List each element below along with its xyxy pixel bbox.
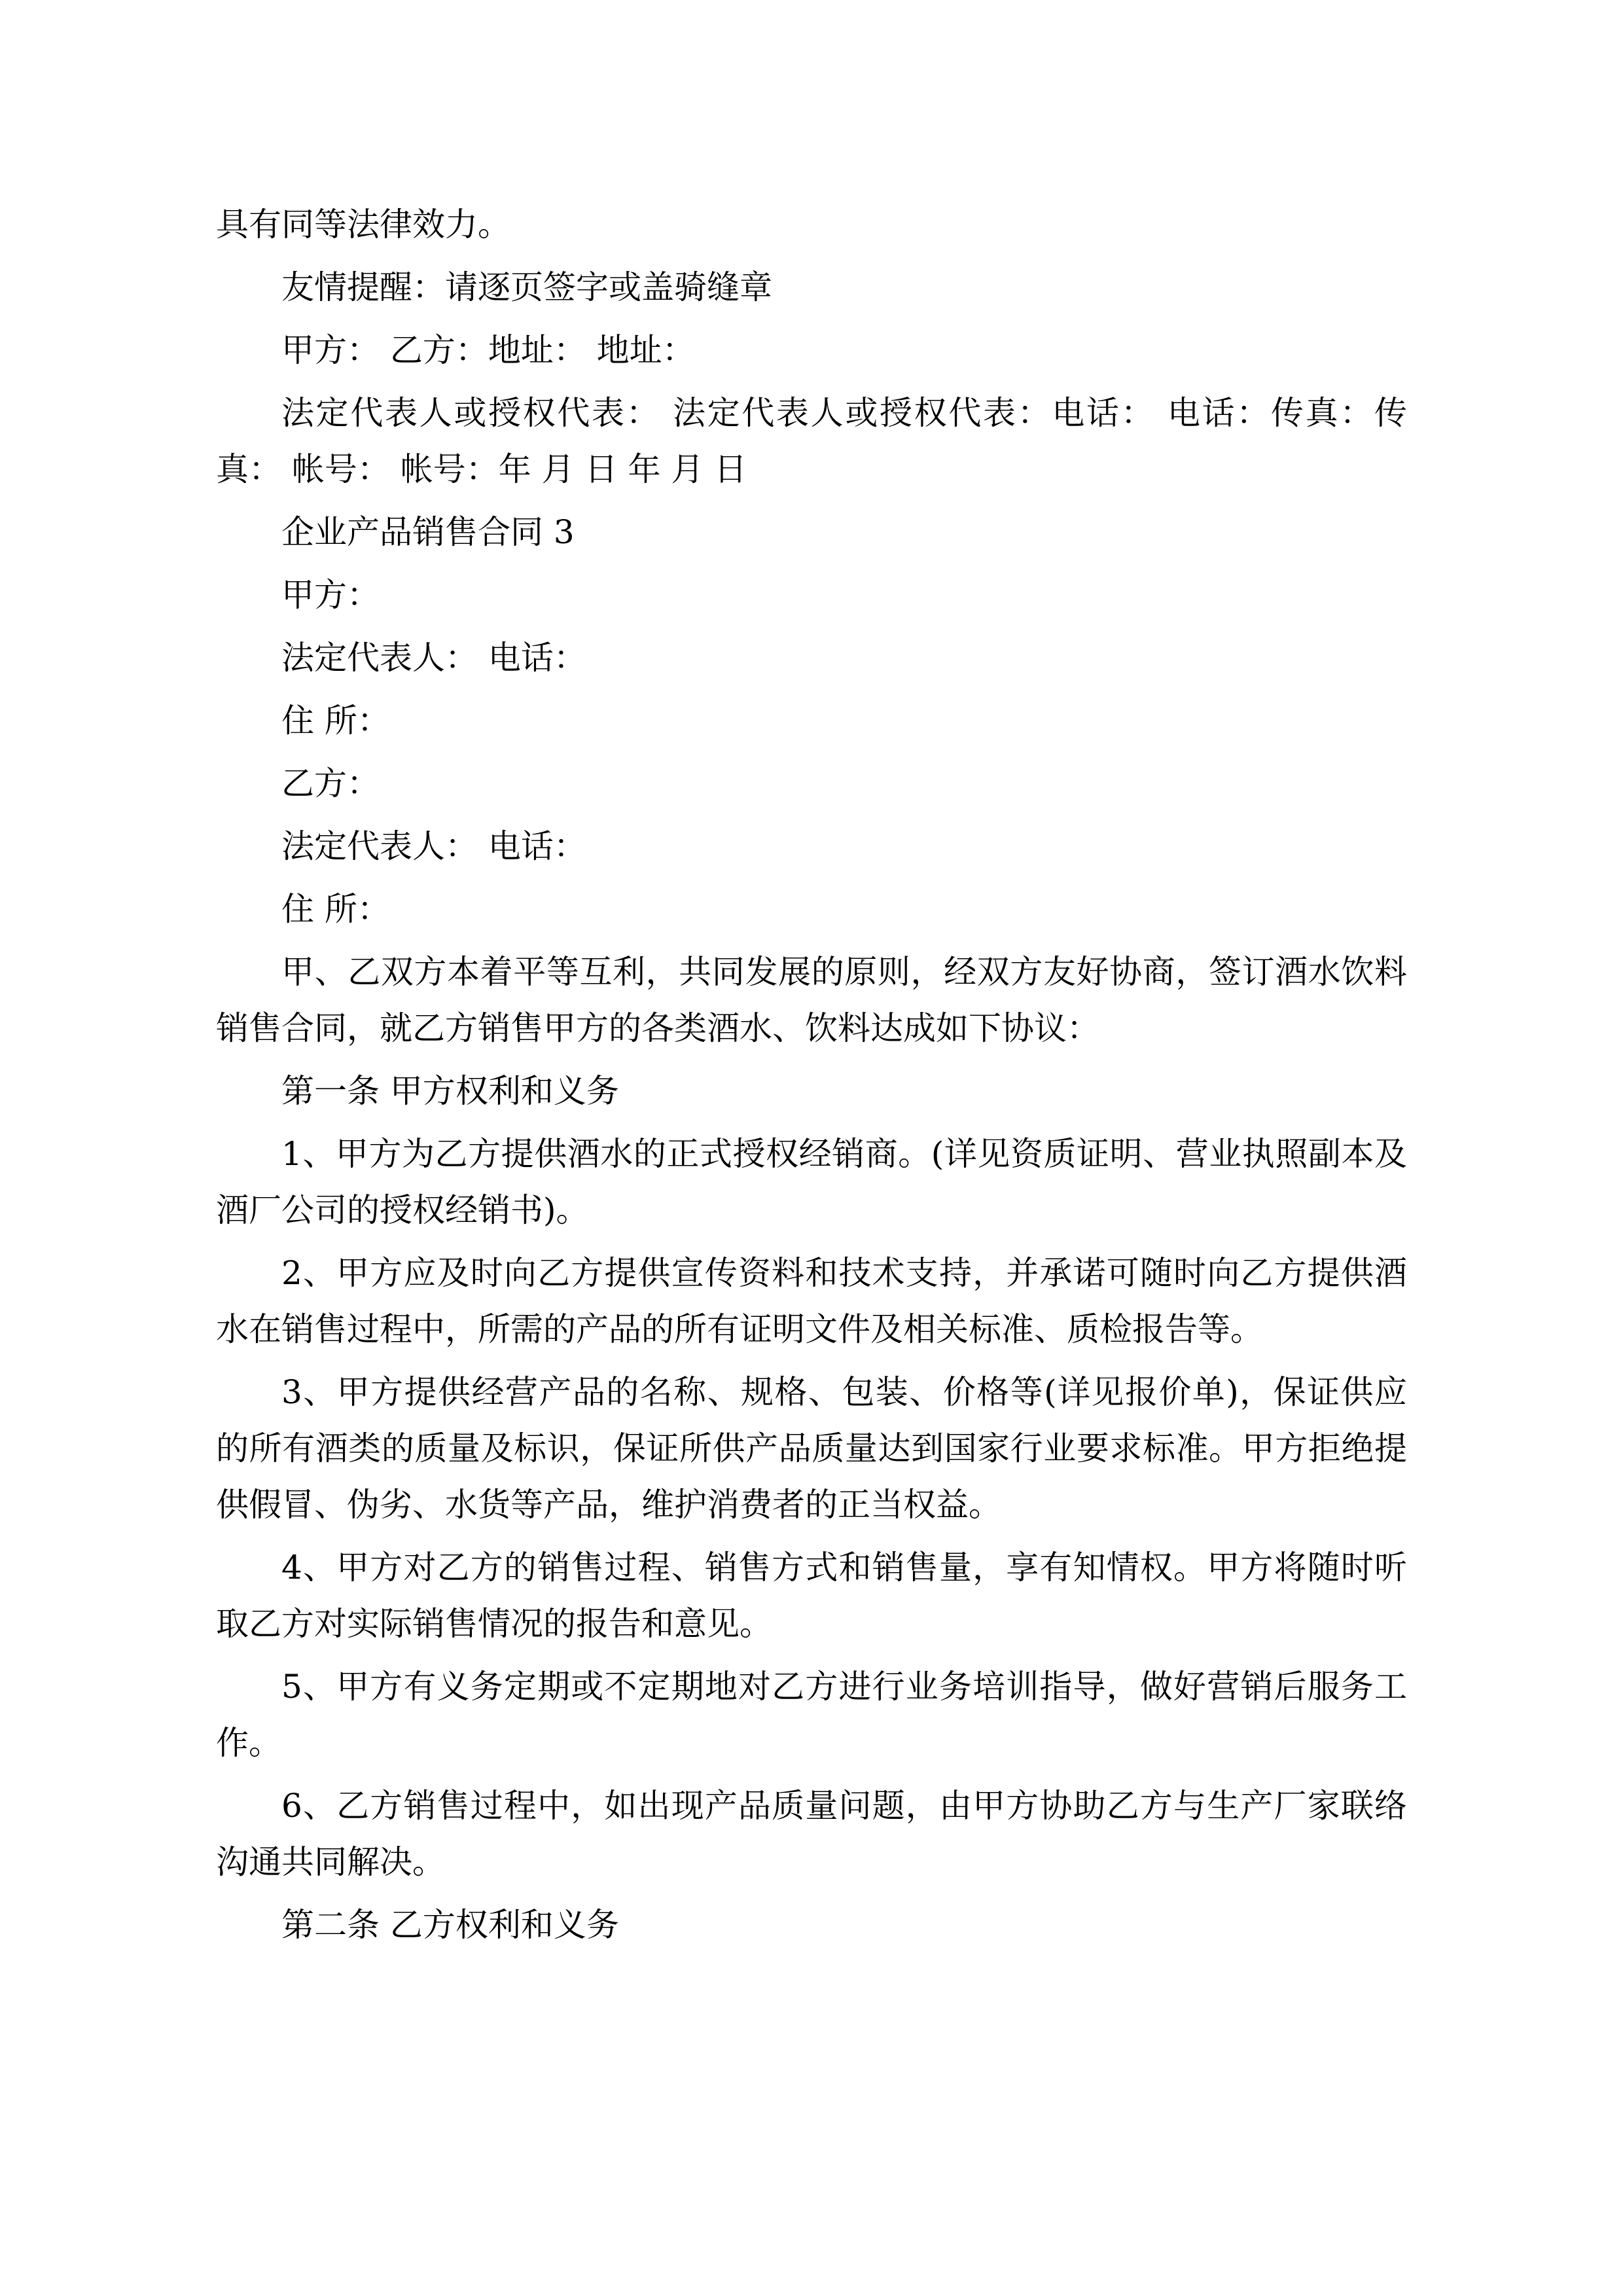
paragraph: 1、甲方为乙方提供酒水的正式授权经销商。(详见资质证明、营业执照副本及酒厂公司的授权经销书)。	[216, 1135, 1407, 1229]
paragraph: 法定代表人或授权代表： 法定代表人或授权代表：电话： 电话：传真：传真： 帐号： 帐号：年 月 日 年 月 日	[216, 394, 1407, 488]
paragraph: 企业产品销售合同 3	[281, 513, 575, 551]
paragraph: 2、甲方应及时向乙方提供宣传资料和技术支持，并承诺可随时向乙方提供酒水在销售过程中，所需的产品的所有证明文件及相关标准、质检报告等。	[216, 1254, 1407, 1348]
paragraph: 具有同等法律效力。	[216, 206, 510, 243]
paragraph: 第二条 乙方权利和义务	[281, 1906, 619, 1944]
paragraph: 法定代表人： 电话：	[281, 827, 586, 865]
paragraph: 甲方：	[281, 576, 380, 614]
paragraph: 5、甲方有义务定期或不定期地对乙方进行业务培训指导，做好营销后服务工作。	[216, 1668, 1407, 1762]
paragraph: 法定代表人： 电话：	[281, 639, 586, 677]
paragraph: 3、甲方提供经营产品的名称、规格、包装、价格等(详见报价单)，保证供应的所有酒类的质量及标识，保证所供产品质量达到国家行业要求标准。甲方拒绝提供假冒、伪劣、水货等产品，维护消费者的正当权益。	[216, 1373, 1407, 1524]
paragraph: 友情提醒：请逐页签字或盖骑缝章	[281, 268, 772, 306]
paragraph: 甲方： 乙方：地址： 地址：	[281, 331, 695, 369]
paragraph: 4、甲方对乙方的销售过程、销售方式和销售量，享有知情权。甲方将随时听取乙方对实际销售情况的报告和意见。	[216, 1549, 1407, 1643]
paragraph: 第一条 甲方权利和义务	[281, 1072, 619, 1110]
paragraph: 6、乙方销售过程中，如出现产品质量问题，由甲方协助乙方与生产厂家联络沟通共同解决。	[216, 1787, 1407, 1881]
document-body	[216, 196, 1407, 1953]
paragraph: 乙方：	[281, 764, 380, 802]
paragraph: 住 所：	[281, 702, 390, 740]
paragraph: 甲、乙双方本着平等互利，共同发展的原则，经双方友好协商，签订酒水饮料销售合同，就乙方销售甲方的各类酒水、饮料达成如下协议：	[216, 953, 1407, 1047]
paragraph: 住 所：	[281, 890, 390, 928]
